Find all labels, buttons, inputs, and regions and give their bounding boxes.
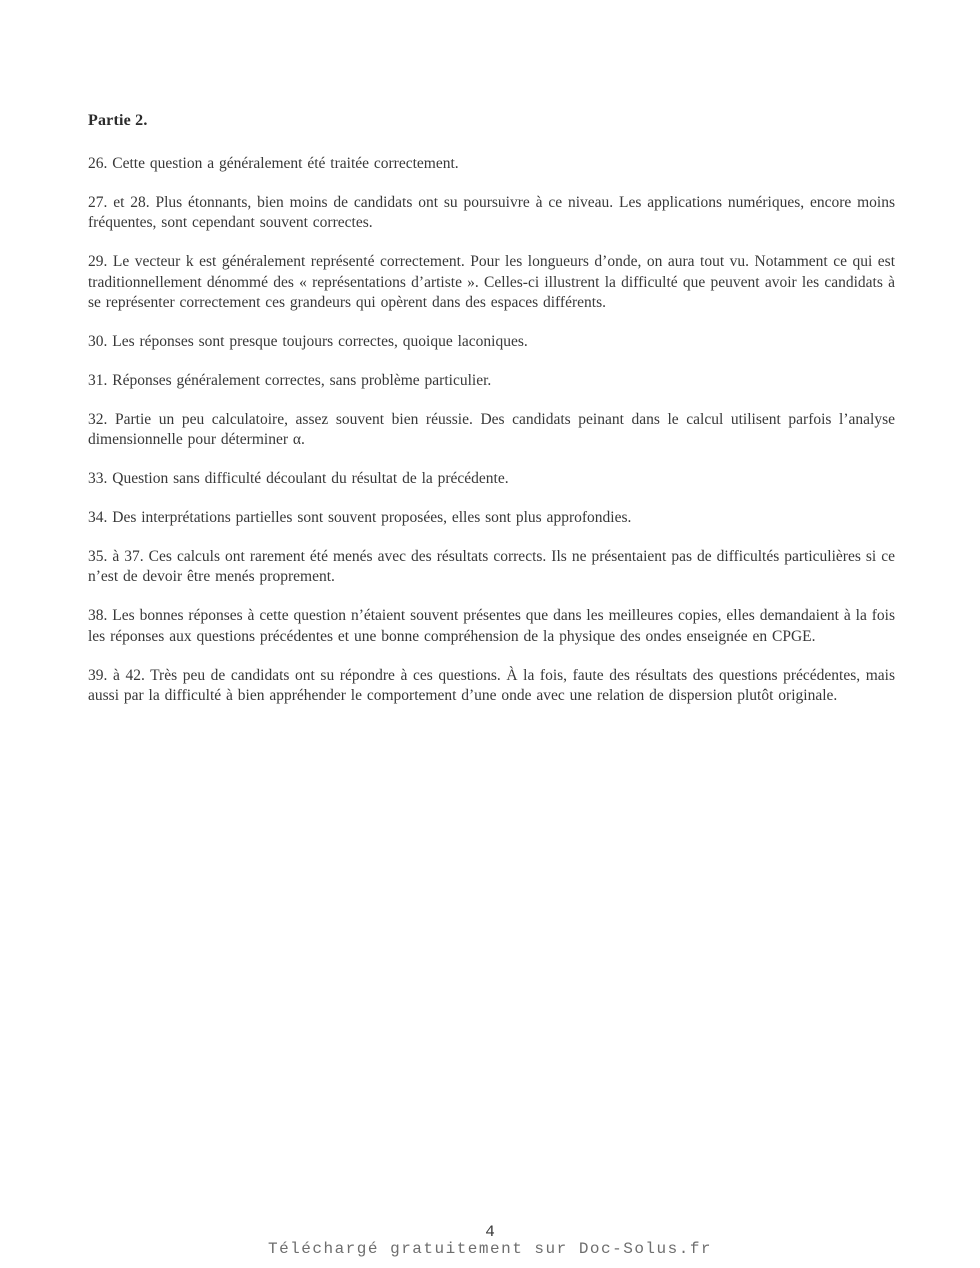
paragraph-29: 29. Le vecteur k est généralement représenté correctement. Pour les longueurs d’onde, on aura tout vu. Notamment ce qui est traditionnellement dénommé des « représentations d’artiste ». Celles-ci illustrent la difficulté que peuvent avoir les candidats à se représenter correctement ces grandeurs qui opèrent dans des espaces différents. xyxy=(88,253,895,312)
paragraph-38: 38. Les bonnes réponses à cette question n’étaient souvent présentes que dans les meilleures copies, elles demandaient à la fois les réponses aux questions précédentes et une bonne compréhension de la physique des ondes enseignée en CPGE. xyxy=(88,607,895,645)
watermark-text: Téléchargé gratuitement sur Doc-Solus.fr xyxy=(267,1240,713,1258)
page-content xyxy=(88,112,895,725)
section-heading: Partie 2. xyxy=(88,112,148,129)
paragraph-26: 26. Cette question a généralement été traitée correctement. xyxy=(88,155,459,172)
paragraph-31: 31. Réponses généralement correctes, sans problème particulier. xyxy=(88,371,492,389)
paragraph-34: 34. Des interprétations partielles sont souvent proposées, elles sont plus approfondies. xyxy=(88,508,632,526)
paragraph-35-37: 35. à 37. Ces calculs ont rarement été menés avec des résultats corrects. Ils ne présentaient pas de difficultés particulières si ce n’est de devoir être menés proprement. xyxy=(88,547,895,586)
paragraph-30: 30. Les réponses sont presque toujours correctes, quoique laconiques. xyxy=(88,332,528,350)
page-number: 4 xyxy=(485,1223,495,1241)
paragraph-33: 33. Question sans difficulté découlant du résultat de la précédente. xyxy=(88,470,509,488)
paragraph-32: 32. Partie un peu calculatoire, assez souvent bien réussie. Des candidats peinant dans le calcul utilisent parfois l’analyse dimensionnelle pour déterminer α. xyxy=(88,410,895,449)
paragraph-27-28: 27. et 28. Plus étonnants, bien moins de candidats ont su poursuivre à ce niveau. Les applications numériques, encore moins fréquentes, sont cependant souvent correctes. xyxy=(88,193,895,232)
page-footer xyxy=(0,1224,980,1258)
paragraph-39-42: 39. à 42. Très peu de candidats ont su répondre à ces questions. À la fois, faute des résultats des questions précédentes, mais aussi par la difficulté à bien appréhender le comportement d’une onde avec une relation de dispersion plutôt originale. xyxy=(88,666,895,704)
